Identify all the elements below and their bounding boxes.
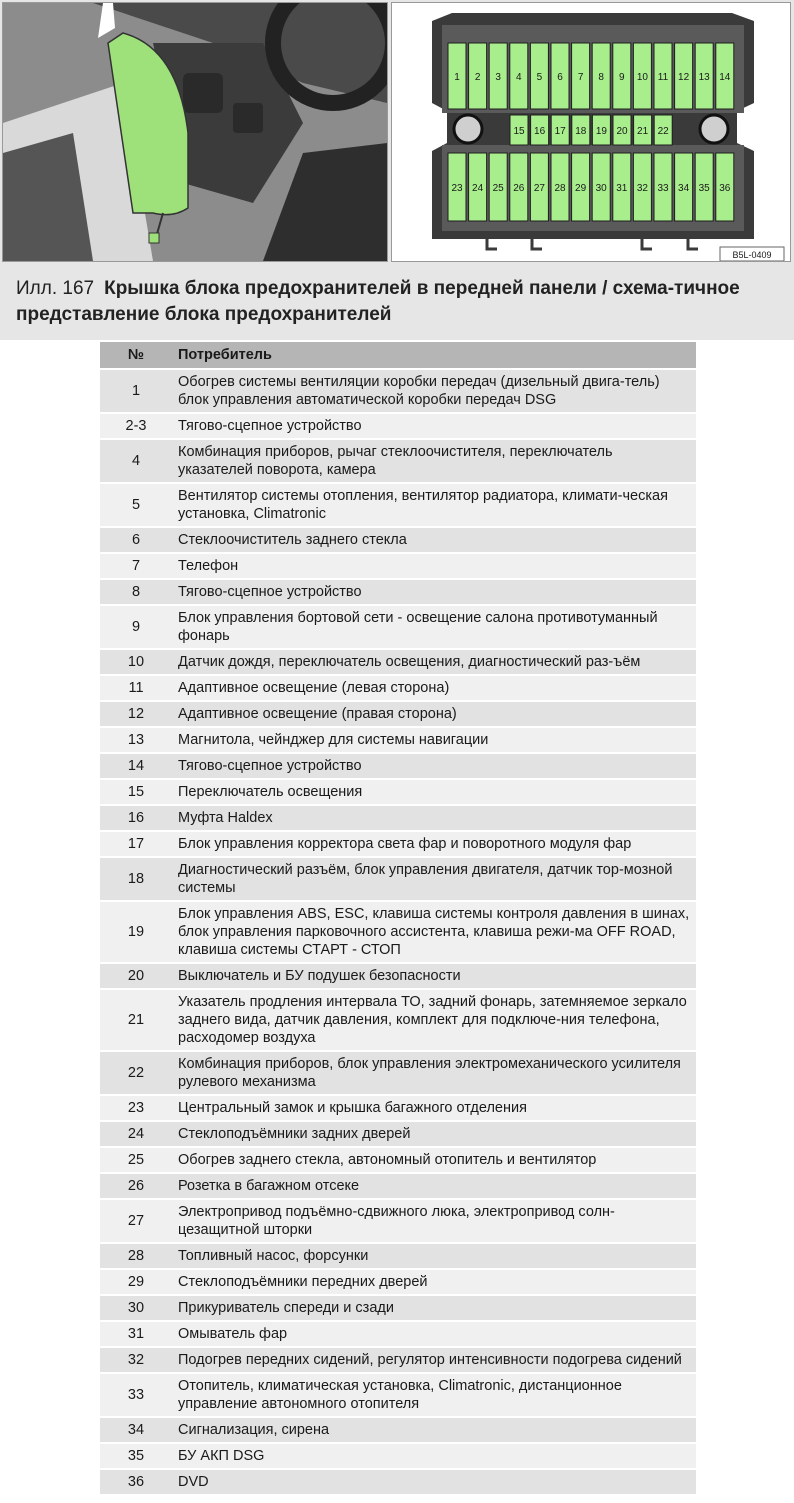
fuse-slot-label: 25 — [492, 183, 504, 194]
figure-caption — [16, 276, 776, 328]
fuse-consumer: Тягово-сцепное устройство — [172, 413, 696, 439]
fuse-consumer: Блок управления ABS, ESC, клавиша системы контроля давления в шинах, блок управления парковочного ассистента, клавиша режи-ма OFF ROAD, клавиша системы СТАРТ - СТОП — [172, 901, 696, 963]
fuse-consumer: Топливный насос, форсунки — [172, 1243, 696, 1269]
table-row — [100, 805, 696, 831]
fuse-consumer: Вентилятор системы отопления, вентилятор радиатора, климати-ческая установка, Climatronic — [172, 483, 696, 527]
table-row — [100, 1417, 696, 1443]
fuse-consumer: Диагностический разъём, блок управления двигателя, датчик тор-мозной системы — [172, 857, 696, 901]
fuse-number: 28 — [100, 1243, 172, 1269]
table-row — [100, 727, 696, 753]
table-row — [100, 779, 696, 805]
fuse-consumer: Телефон — [172, 553, 696, 579]
fuse-slot-label: 17 — [554, 126, 566, 137]
column-header-number: № — [100, 342, 172, 369]
fuse-slot-label: 12 — [678, 72, 690, 83]
fuse-assignment-table — [100, 342, 696, 1496]
fuse-slot-label: 7 — [577, 72, 584, 83]
fuse-number: 1 — [100, 369, 172, 413]
fuse-slot-label: 6 — [557, 72, 563, 83]
fuse-number: 34 — [100, 1417, 172, 1443]
fuse-slot-label: 36 — [719, 183, 731, 194]
fuse-number: 30 — [100, 1295, 172, 1321]
table-row — [100, 1469, 696, 1495]
fuse-number: 22 — [100, 1051, 172, 1095]
table-row — [100, 413, 696, 439]
fuse-slot-label: 5 — [536, 72, 543, 83]
fuse-slot-label: 29 — [575, 183, 587, 194]
fuse-number: 14 — [100, 753, 172, 779]
table-row — [100, 1051, 696, 1095]
fuse-number: 35 — [100, 1443, 172, 1469]
fuse-slot-label: 13 — [698, 72, 710, 83]
table-row — [100, 579, 696, 605]
fuse-consumer: Отопитель, климатическая установка, Climatronic, дистанционное управление автономного отопителя — [172, 1373, 696, 1417]
fuse-number: 8 — [100, 579, 172, 605]
fuse-consumer: Стеклоочиститель заднего стекла — [172, 527, 696, 553]
fuse-slot-label: 2 — [474, 72, 481, 83]
fuse-number: 5 — [100, 483, 172, 527]
dashboard-illustration — [3, 3, 387, 261]
fuse-slot-label: 9 — [619, 72, 625, 83]
column-header-consumer: Потребитель — [172, 342, 696, 369]
fuse-consumer: Электропривод подъёмно-сдвижного люка, электропривод солн-цезащитной шторки — [172, 1199, 696, 1243]
table-row — [100, 1295, 696, 1321]
fuse-consumer: Стеклоподъёмники задних дверей — [172, 1121, 696, 1147]
table-row — [100, 1321, 696, 1347]
fuse-slot-label: 21 — [637, 126, 649, 137]
fuse-consumer: Комбинация приборов, блок управления электромеханического усилителя рулевого механизма — [172, 1051, 696, 1095]
fuse-slot-label: 11 — [657, 72, 669, 83]
fuse-slot-label: 19 — [595, 126, 607, 137]
table-row — [100, 553, 696, 579]
fuse-slot-label: 1 — [454, 72, 460, 83]
fuse-slot-label: 30 — [595, 183, 607, 194]
fuse-number: 33 — [100, 1373, 172, 1417]
fuse-number: 10 — [100, 649, 172, 675]
fuse-number: 18 — [100, 857, 172, 901]
fuse-slot-label: 4 — [516, 72, 522, 83]
table-row — [100, 1147, 696, 1173]
table-row — [100, 753, 696, 779]
fuse-slot-label: 10 — [636, 72, 648, 83]
table-row — [100, 857, 696, 901]
fuse-number: 23 — [100, 1095, 172, 1121]
fuse-consumer: Адаптивное освещение (левая сторона) — [172, 675, 696, 701]
fuse-slot-label: 31 — [616, 183, 628, 194]
table-row — [100, 1243, 696, 1269]
fuse-consumer: Датчик дождя, переключатель освещения, диагностический раз-ъём — [172, 649, 696, 675]
table-row — [100, 901, 696, 963]
fuse-number: 6 — [100, 527, 172, 553]
fuse-consumer: Розетка в багажном отсеке — [172, 1173, 696, 1199]
fuse-number: 32 — [100, 1347, 172, 1373]
fuse-slot-label: 26 — [513, 183, 525, 194]
fuse-number: 13 — [100, 727, 172, 753]
fuse-number: 24 — [100, 1121, 172, 1147]
fuse-number: 9 — [100, 605, 172, 649]
fuse-consumer: DVD — [172, 1469, 696, 1495]
fuse-number: 25 — [100, 1147, 172, 1173]
fuse-slot-label: 32 — [636, 183, 648, 194]
figure-number: Илл. 167 — [16, 278, 95, 299]
fuse-number: 26 — [100, 1173, 172, 1199]
fuse-slot-label: 34 — [678, 183, 690, 194]
left-mount-hole — [454, 115, 482, 143]
fuse-slot-label: 8 — [598, 72, 604, 83]
table-row — [100, 649, 696, 675]
fuse-number: 16 — [100, 805, 172, 831]
fuse-number: 27 — [100, 1199, 172, 1243]
fuse-box-diagram — [391, 2, 791, 262]
fuse-consumer: Переключатель освещения — [172, 779, 696, 805]
fuse-slot-label: 22 — [657, 126, 669, 137]
table-row — [100, 675, 696, 701]
fuse-number: 20 — [100, 963, 172, 989]
fuse-number: 15 — [100, 779, 172, 805]
fuse-number: 36 — [100, 1469, 172, 1495]
fuse-consumer: Омыватель фар — [172, 1321, 696, 1347]
table-row — [100, 989, 696, 1051]
fuse-slot-label: 14 — [719, 72, 731, 83]
fuse-consumer: Обогрев заднего стекла, автономный отопитель и вентилятор — [172, 1147, 696, 1173]
fuse-number: 29 — [100, 1269, 172, 1295]
table-header-row — [100, 342, 696, 369]
fuse-consumer: Центральный замок и крышка багажного отделения — [172, 1095, 696, 1121]
fuse-number: 12 — [100, 701, 172, 727]
fuse-consumer: Тягово-сцепное устройство — [172, 579, 696, 605]
fuse-consumer: БУ АКП DSG — [172, 1443, 696, 1469]
fuse-number: 21 — [100, 989, 172, 1051]
fuse-number: 17 — [100, 831, 172, 857]
fuse-number: 7 — [100, 553, 172, 579]
fuse-slot-label: 18 — [575, 126, 587, 137]
table-row — [100, 831, 696, 857]
table-row — [100, 1095, 696, 1121]
dashboard-photo — [2, 2, 388, 262]
figure-code: B5L-0409 — [732, 250, 772, 260]
fuse-slot-label: 23 — [451, 183, 463, 194]
fuse-number: 4 — [100, 439, 172, 483]
fuse-slot-label: 27 — [533, 183, 545, 194]
fuse-consumer: Блок управления корректора света фар и поворотного модуля фар — [172, 831, 696, 857]
table-row — [100, 1373, 696, 1417]
fuse-consumer: Сигнализация, сирена — [172, 1417, 696, 1443]
fuse-number: 11 — [100, 675, 172, 701]
fuse-slot-label: 28 — [554, 183, 566, 194]
fuse-number: 19 — [100, 901, 172, 963]
figure-title: Крышка блока предохранителей в передней панели / схема-тичное представление блока предохранителей — [16, 278, 740, 325]
fuse-slot-label: 16 — [534, 126, 546, 137]
table-row — [100, 605, 696, 649]
table-row — [100, 963, 696, 989]
table-row — [100, 1347, 696, 1373]
table-row — [100, 1121, 696, 1147]
fuse-number: 31 — [100, 1321, 172, 1347]
fuse-slot-label: 33 — [657, 183, 669, 194]
table-row — [100, 1173, 696, 1199]
fuse-consumer: Указатель продления интервала ТО, задний фонарь, затемняемое зеркало заднего вида, датчик давления, комплект для подключе-ния телефона, расходомер воздуха — [172, 989, 696, 1051]
table-row — [100, 1269, 696, 1295]
table-row — [100, 1443, 696, 1469]
figure-band — [0, 0, 794, 340]
table-row — [100, 483, 696, 527]
fuse-consumer: Блок управления бортовой сети - освещение салона противотуманный фонарь — [172, 605, 696, 649]
fuse-consumer: Адаптивное освещение (правая сторона) — [172, 701, 696, 727]
table-row — [100, 369, 696, 413]
fuse-consumer: Магнитола, чейнджер для системы навигации — [172, 727, 696, 753]
fuse-number: 2-3 — [100, 413, 172, 439]
fuse-slot-label: 35 — [698, 183, 710, 194]
table-row — [100, 1199, 696, 1243]
table-row — [100, 527, 696, 553]
table-row — [100, 439, 696, 483]
fuse-slot-label: 15 — [513, 126, 525, 137]
table-row — [100, 701, 696, 727]
fuse-consumer: Подогрев передних сидений, регулятор интенсивности подогрева сидений — [172, 1347, 696, 1373]
fuse-consumer: Муфта Haldex — [172, 805, 696, 831]
fuse-consumer: Комбинация приборов, рычаг стеклоочистителя, переключатель указателей поворота, камера — [172, 439, 696, 483]
fuse-slot-label: 24 — [472, 183, 484, 194]
fuse-slot-label: 3 — [495, 72, 501, 83]
fuse-consumer: Стеклоподъёмники передних дверей — [172, 1269, 696, 1295]
fuse-consumer: Обогрев системы вентиляции коробки передач (дизельный двига-тель) блок управления автоматической коробки передач DSG — [172, 369, 696, 413]
fuse-slot-label: 20 — [616, 126, 628, 137]
fuse-box-schematic — [392, 3, 790, 261]
fuse-consumer: Прикуриватель спереди и сзади — [172, 1295, 696, 1321]
right-mount-hole — [700, 115, 728, 143]
fuse-consumer: Тягово-сцепное устройство — [172, 753, 696, 779]
fuse-consumer: Выключатель и БУ подушек безопасности — [172, 963, 696, 989]
